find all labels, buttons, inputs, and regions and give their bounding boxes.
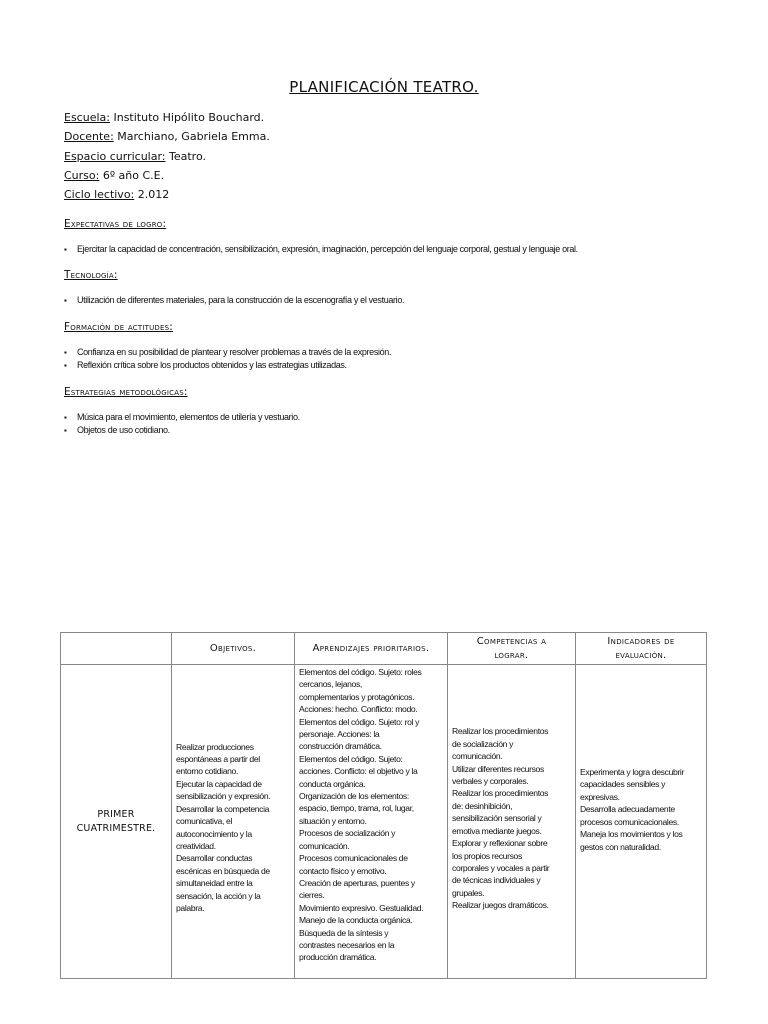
header-objetivos: Objetivos. <box>172 633 295 665</box>
aprendizajes-text: Elementos del código. Sujeto: roles cercanos, lejanos, complementarios y protagónicos. Acciones: hecho. Conflicto: modo. Elementos del código. Sujeto: rol y personaje. Acciones: la construcción dramática. Elementos del código. Sujeto: acciones. Conflicto: el objetivo y la conducta orgánica. Organización de los elementos: espacio, tiempo, trama, rol, lugar, situación y entorno. Procesos de socialización y comunicación. Procesos comunicacionales de contacto físico y emotivo. Creación de aperturas, puentes y cierres. Movimiento expresivo. Gestualidad. Manejo de la conducta orgánica. Búsqueda de la síntesis y contrastes necesarios en la producción dramática. <box>299 667 424 963</box>
info-label: Docente: <box>64 130 114 144</box>
cell-period <box>61 665 172 979</box>
header-competencias: Competencias a lograr. <box>448 633 576 665</box>
cell-indicadores <box>576 665 707 979</box>
heading-expectativas: Expectativas de logro: <box>64 218 167 230</box>
objetivos-text: Realizar producciones espontáneas a partir del entorno cotidiano. Ejecutar la capacidad de sensibilización y expresión. Desarrollar la competencia comunicativa, el autoconocimiento y la creatividad. Desarrollar conductas escénicas en búsqueda de simultaneidad entre la sensación, la acción y la palabra. <box>176 741 271 913</box>
info-value: 2.012 <box>137 188 170 202</box>
info-teacher <box>64 127 270 146</box>
info-value: Marchiano, Gabriela Emma. <box>117 130 270 144</box>
info-label: Espacio curricular: <box>64 149 166 163</box>
list-estrategias <box>64 411 300 437</box>
list-actitudes <box>64 346 391 372</box>
info-block <box>64 108 270 204</box>
cell-objetivos <box>172 665 295 979</box>
heading-estrategias: Estrategias metodológicas: <box>64 386 188 398</box>
list-tecnologia <box>64 294 404 307</box>
cell-aprendizajes <box>295 665 448 979</box>
info-course <box>64 166 270 185</box>
heading-tecnologia: Tecnología: <box>64 269 118 281</box>
table-row <box>61 665 707 979</box>
list-item: ▪ Reflexión crítica sobre los productos obtenidos y las estrategias utilizadas. <box>64 359 391 372</box>
info-value: 6º año C.E. <box>102 168 165 182</box>
info-label: Ciclo lectivo: <box>64 188 135 202</box>
list-expectativas <box>64 243 578 256</box>
info-label: Escuela: <box>64 111 110 124</box>
list-item: ▪ Objetos de uso cotidiano. <box>64 424 300 437</box>
competencias-text: Realizar los procedimientos de socialización y comunicación. Utilizar diferentes recursos verbales y corporales. Realizar los procedimientos de: desinhibición, sensibilización sensorial y emotiva mediante juegos. Explorar y reflexionar sobre los propios recursos corporales y vocales a partir de técnicas individuales y grupales. Realizar juegos dramáticos. <box>452 726 550 911</box>
info-label: Curso: <box>64 168 100 182</box>
indicadores-text: Experimenta y logra descubrir capacidades sensibles y expresivas. Desarrolla adecuadamente procesos comunicacionales. Maneja los movimientos y los gestos con naturalidad. <box>580 767 685 852</box>
info-year <box>64 185 270 204</box>
period-text: PRIMER CUATRIMESTRE. <box>76 808 156 834</box>
list-item: ▪ Música para el movimiento, elementos de utilería y vestuario. <box>64 411 300 424</box>
header-period <box>61 633 172 665</box>
info-subject <box>64 147 270 166</box>
planning-table <box>60 632 707 979</box>
page-title: PLANIFICACIÓN TEATRO. <box>289 78 479 96</box>
info-school <box>64 108 270 127</box>
cell-competencias <box>448 665 576 979</box>
header-aprendizajes: Aprendizajes prioritarios. <box>295 633 448 665</box>
info-value: Teatro. <box>169 149 207 163</box>
list-item: ▪ Ejercitar la capacidad de concentración, sensibilización, expresión, imaginación, percepción del lenguaje corporal, gestual y lenguaje oral. <box>64 243 578 256</box>
list-item: ▪ Utilización de diferentes materiales, para la construcción de la escenografía y el vestuario. <box>64 294 404 307</box>
header-indicadores: Indicadores de evaluación. <box>576 633 707 665</box>
info-value: Instituto Hipólito Bouchard. <box>113 111 265 124</box>
table-header-row <box>61 633 707 665</box>
list-item: ▪ Confianza en su posibilidad de plantear y resolver problemas a través de la expresión. <box>64 346 391 359</box>
heading-actitudes: Formación de actitudes: <box>64 321 173 333</box>
